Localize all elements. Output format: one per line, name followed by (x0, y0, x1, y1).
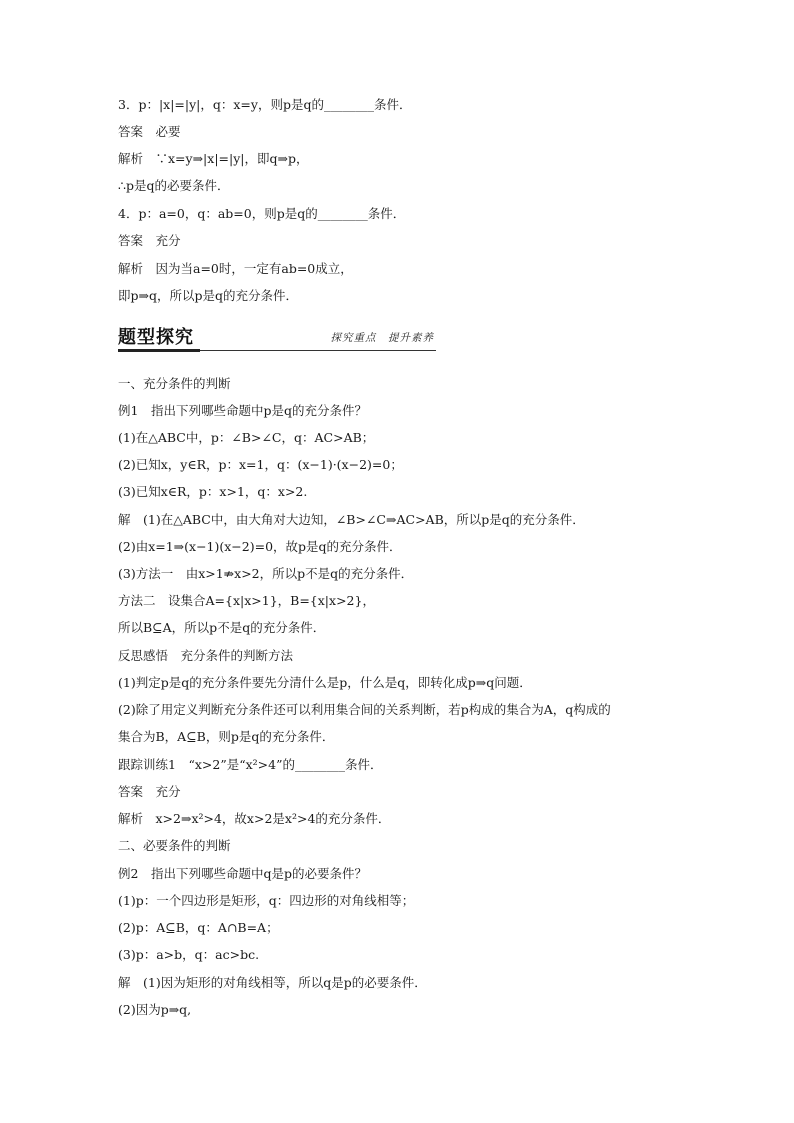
section-title-underline (118, 349, 200, 352)
section-subtitle: 探究重点 提升素养 (330, 332, 434, 344)
example-2-item-3: (3)p：a>b，q：ac>bc. (118, 947, 260, 962)
heading-sufficient-condition: 一、充分条件的判断 (118, 376, 231, 391)
practice-1-analysis: 解析 x>2⇒x²>4，故x>2是x²>4的充分条件． (118, 811, 391, 826)
example-2-question: 例2 指出下列哪些命题中q是p的必要条件？ (118, 866, 367, 881)
problem-3-statement: 3．p：|x|=|y|，q：x=y，则p是q的________条件． (118, 97, 412, 112)
practice-1-answer: 答案 充分 (118, 784, 181, 799)
problem-4-statement: 4．p：a=0，q：ab=0，则p是q的________条件． (118, 206, 406, 221)
reflection-heading: 反思感悟 充分条件的判断方法 (118, 648, 294, 663)
reflection-point-1: (1)判定p是q的充分条件要先分清什么是p，什么是q，即转化成p⇒q问题． (118, 675, 532, 690)
example-1-question: 例1 指出下列哪些命题中p是q的充分条件？ (118, 403, 367, 418)
example-1-method-2-conclusion: 所以B⊆A，所以p不是q的充分条件． (118, 620, 326, 635)
heading-necessary-condition: 二、必要条件的判断 (118, 838, 231, 853)
problem-4-answer: 答案 充分 (118, 233, 181, 248)
problem-3-answer: 答案 必要 (118, 124, 181, 139)
example-2-item-2: (2)p：A⊆B，q：A∩B=A； (118, 920, 279, 935)
problem-4-conclusion: 即p⇒q，所以p是q的充分条件． (118, 288, 298, 303)
example-1-item-3: (3)已知x∈R，p：x>1，q：x>2. (118, 484, 308, 499)
example-2-solution-2: (2)因为p⇒q, (118, 1002, 192, 1017)
problem-3-analysis: 解析 ∵x=y⇒|x|=|y|，即q⇒p， (118, 151, 309, 166)
example-1-item-1: (1)在△ABC中，p：∠B>∠C，q：AC>AB； (118, 430, 375, 445)
reflection-point-2: (2)除了用定义判断充分条件还可以利用集合间的关系判断，若p构成的集合为A，q构成的 (118, 702, 611, 717)
practice-1-question: 跟踪训练1 “x>2”是“x²>4”的________条件． (118, 757, 383, 772)
section-title: 题型探究 (118, 327, 194, 348)
example-2-solution-1: 解 (1)因为矩形的对角线相等，所以q是p的必要条件． (118, 975, 427, 990)
problem-3-conclusion: ∴p是q的必要条件． (118, 178, 230, 193)
example-1-solution-1: 解 (1)在△ABC中，由大角对大边知，∠B>∠C⇒AC>AB，所以p是q的充分条件． (118, 512, 585, 527)
section-banner (118, 326, 436, 354)
example-2-item-1: (1)p：一个四边形是矩形，q：四边形的对角线相等； (118, 893, 415, 908)
reflection-point-2-cont: 集合为B，A⊆B，则p是q的充分条件． (118, 729, 335, 744)
example-1-solution-2: (2)由x=1⇒(x−1)(x−2)=0，故p是q的充分条件． (118, 539, 402, 554)
problem-4-analysis: 解析 因为当a=0时，一定有ab=0成立， (118, 261, 353, 276)
example-1-item-2: (2)已知x，y∈R，p：x=1，q：(x−1)·(x−2)=0； (118, 457, 403, 472)
example-1-solution-3: (3)方法一 由x>1⇏x>2，所以p不是q的充分条件． (118, 566, 414, 581)
example-1-method-2: 方法二 设集合A={x|x>1}，B={x|x>2}， (118, 593, 375, 608)
